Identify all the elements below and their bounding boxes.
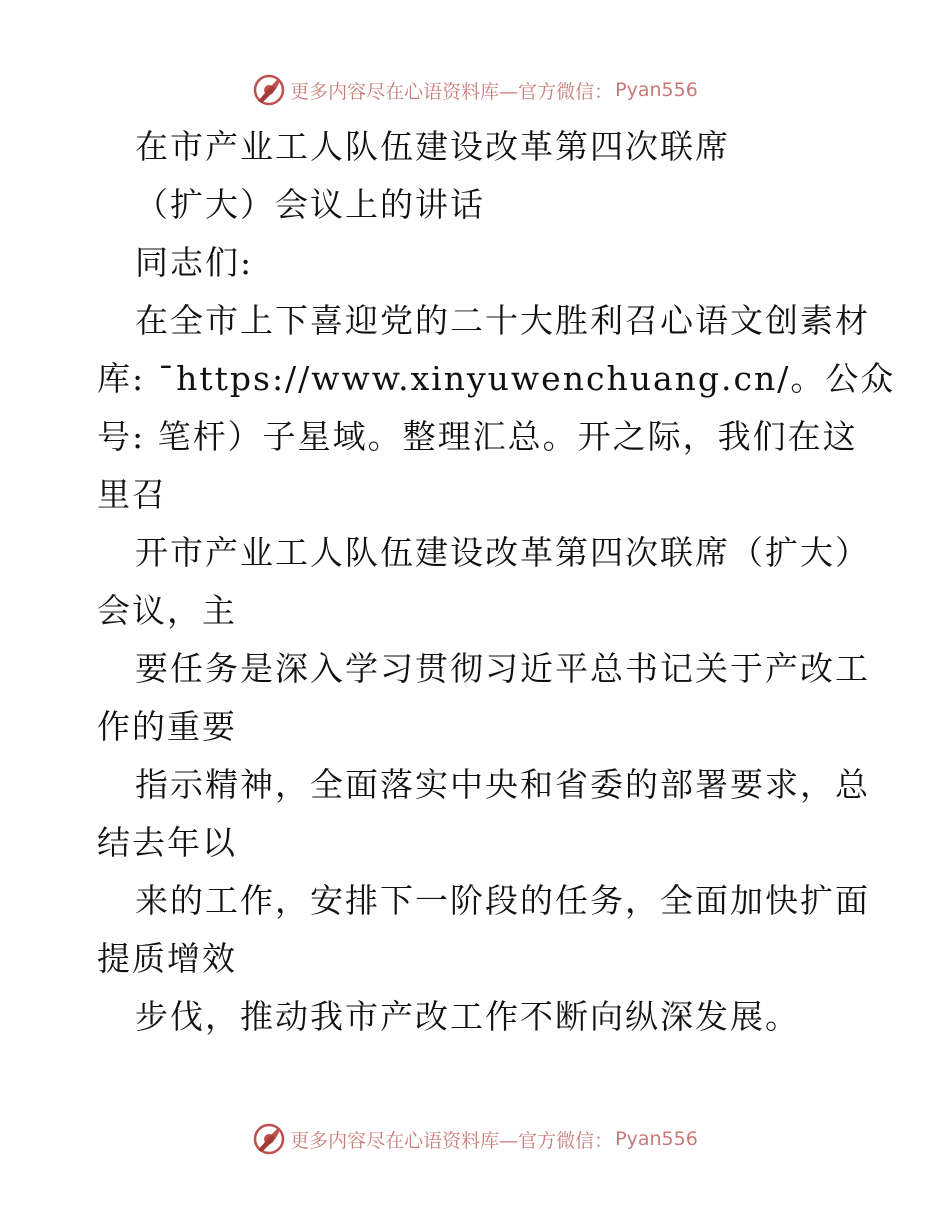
paragraph-line: 在全市上下喜迎党的二十大胜利召心语文创素材 <box>135 301 870 340</box>
document-body <box>97 118 896 1046</box>
watermark-wechat-id: Pyan556 <box>615 1128 698 1150</box>
paragraph-line: 作的重要 <box>97 707 237 746</box>
pen-logo-icon <box>252 1122 286 1156</box>
paragraph-line: 号: 笔杆）子星域。整理汇总。开之际，我们在这 <box>97 417 858 456</box>
pen-logo-icon <box>252 73 286 107</box>
paragraph-line: 步伐，推动我市产改工作不断向纵深发展。 <box>135 997 800 1036</box>
paragraph-line: 库: ¯https://www.xinyuwenchuang.cn/。公众 <box>97 359 896 398</box>
watermark-text: 更多内容尽在心语资料库—官方微信： <box>290 80 614 103</box>
footer-watermark <box>0 1119 950 1159</box>
paragraph-line: 要任务是深入学习贯彻习近平总书记关于产改工 <box>135 649 870 688</box>
watermark-wechat-id: Pyan556 <box>615 79 698 101</box>
paragraph-line: 会议，主 <box>97 591 237 630</box>
salutation: 同志们: <box>135 243 254 282</box>
paragraph-line: 里召 <box>97 475 167 514</box>
paragraph-line: 指示精神，全面落实中央和省委的部署要求，总 <box>135 765 870 804</box>
watermark-text: 更多内容尽在心语资料库—官方微信： <box>290 1129 614 1152</box>
paragraph-line: 来的工作，安排下一阶段的任务，全面加快扩面 <box>135 881 870 920</box>
paragraph-line: 提质增效 <box>97 939 237 978</box>
header-watermark <box>0 70 950 110</box>
title-line-2: （扩大）会议上的讲话 <box>135 185 485 224</box>
title-line-1: 在市产业工人队伍建设改革第四次联席 <box>135 127 730 166</box>
paragraph-line: 结去年以 <box>97 823 237 862</box>
paragraph-line: 开市产业工人队伍建设改革第四次联席（扩大） <box>135 533 870 572</box>
